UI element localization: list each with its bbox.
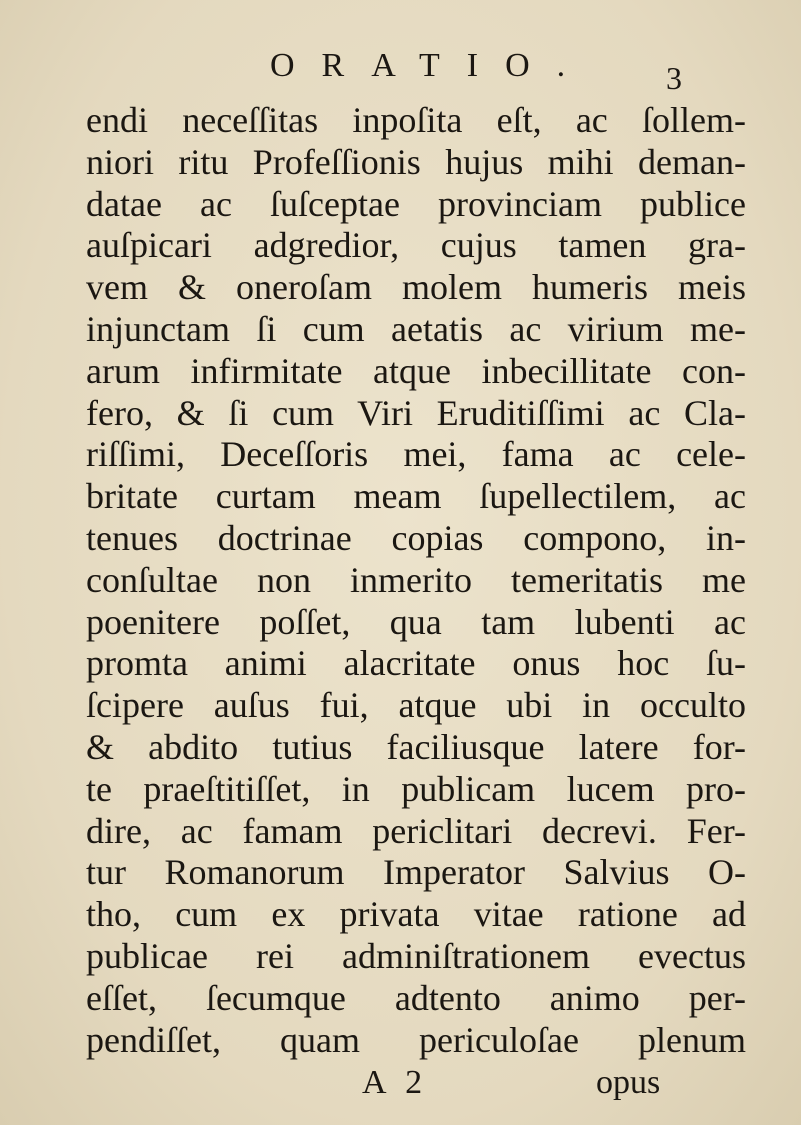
page-number: 3 <box>666 60 682 96</box>
text-line: tenues doctrinae copias compono, in- <box>86 517 746 558</box>
text-line: injunctam ſi cum aetatis ac virium me- <box>86 308 746 349</box>
text-line: auſpicari adgredior, cujus tamen gra- <box>86 225 746 266</box>
text-line: tho, cum ex privata vitae ratione ad <box>86 894 746 935</box>
text-line: promta animi alacritate onus hoc ſu- <box>86 643 746 684</box>
signature-mark: A 2 <box>362 1064 429 1101</box>
text-line: pendiſſet, quam periculoſae plenum <box>86 1019 746 1060</box>
text-line: riſſimi, Deceſſoris mei, fama ac cele- <box>86 434 746 475</box>
body-text <box>86 100 746 1061</box>
text-line: te praeſtitiſſet, in publicam lucem pro- <box>86 768 746 809</box>
text-line: tur Romanorum Imperator Salvius O- <box>86 852 746 893</box>
page-footer <box>0 1061 801 1105</box>
text-line: ſcipere auſus fui, atque ubi in occulto <box>86 685 746 726</box>
catchword: opus <box>596 1064 661 1101</box>
text-line: niori ritu Profeſſionis hujus mihi deman- <box>86 141 746 182</box>
text-line: dire, ac famam periclitari decrevi. Fer- <box>86 810 746 851</box>
text-line: fero, & ſi cum Viri Eruditiſſimi ac Cla- <box>86 392 746 433</box>
text-line: endi neceſſitas inpoſita eſt, ac ſollem- <box>86 100 746 140</box>
text-line: publicae rei adminiſtrationem evectus <box>86 935 746 976</box>
text-line: conſultae non inmerito temeritatis me <box>86 559 746 600</box>
text-line: eſſet, ſecumque adtento animo per- <box>86 977 746 1018</box>
text-line: britate curtam meam ſupellectilem, ac <box>86 476 746 517</box>
running-title: ORATIO. <box>270 47 593 84</box>
page-header <box>0 44 801 96</box>
text-line: arum infirmitate atque inbecillitate con- <box>86 350 746 391</box>
text-line: poenitere poſſet, qua tam lubenti ac <box>86 601 746 642</box>
text-line: datae ac ſuſceptae provinciam publice <box>86 183 746 224</box>
text-line: & abdito tutius faciliusque latere for- <box>86 726 746 767</box>
text-line: vem & oneroſam molem humeris meis <box>86 267 746 308</box>
